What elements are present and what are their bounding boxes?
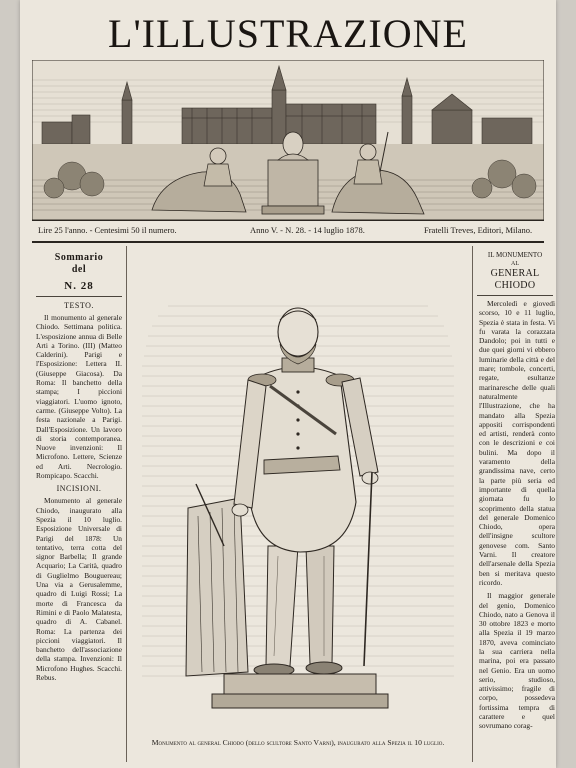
illustration-caption: Monumento al general Chiodo (dello scultore Santo Varni), inaugurato alla Spezia il 10 luglio. (151, 738, 445, 747)
statue-engraving (128, 246, 468, 734)
summary-column (32, 246, 127, 762)
publisher-name: Fratelli Treves, Editori, Milano. (424, 225, 533, 235)
article-label: IL MONUMENTO (487, 251, 543, 259)
testo-contents: Il monumento al generale Chiodo. Settimana politica. L'esposizione annua di Belle Arti a Torino. (III) (Matteo Calderini). Parigi e l'Esposizione: Lettera II. (Giuseppe Giacosa). Da Roma: Il banchetto della stampa; I piccioni viaggiatori. L'uomo ignoto, carme. (Giuseppe Volto). La festa nazionale a Parigi. Dall'Esposizione. Un lavoro di storia contemporanea. Nuove invenzioni: Il Microfono. Lettere, Scienze ed Arti. Necrologio. Rompicapo. Scacchi. (36, 313, 122, 481)
subscription-price: Lire 25 l'anno. - Centesimi 50 il numero. (38, 225, 177, 235)
summary-divider (36, 296, 122, 297)
article-label-al: AL (511, 261, 519, 267)
issue-number-date: Anno V. - N. 28. - 14 luglio 1878. (250, 225, 365, 235)
summary-heading-del: del (71, 264, 87, 275)
article-paragraph-1: Mercoledì e giovedì scorso, 10 e 11 luglio, Spezia è stata in festa. Vi fu varata la corazzata Dandolo; poi in tutti e due quei giorni vi ebbero luminarie della città e del mare; tombole, concerti, regate, esultanze marinaresche delle quali naturalmente l'Illustrazione, che ha mandato alla Spezia appositi corrispondenti ed artisti, renderà conto con le descrizioni e coi bulini. Ma dopo il varamento della grandissima nave, certo la parte più seria ed importante di quella giornata fu lo scoprimento della statua del generale Domenico Chiodo, opera dell'insigne scultore genovese com. Santo Varni. Il creatore dell'arsenale della Spezia ben si meritava questo ricordo. (479, 299, 555, 587)
issue-info-bar (32, 220, 544, 243)
incisioni-contents: Monumento al generale Chiodo, inaugurato alla Spezia il 10 luglio. Esposizione Universale di Parigi del 1878: Un tentativo, terra cotta del signor Barbella; Il grande Acquario; La Carità, quadro di Guglielmo Bouguereau; Una via a Gerusalemme, quadro di Luigi Rossi; La morte di Francesca da Rimini e di Paolo Malatesta, quadro di A. Cabanel. Roma: La partenza dei piccioni viaggiatori. Il banchetto dell'associazione della stampa. Invenzioni: Il Microfono Hughes. Scacchi. Rebus. (36, 496, 122, 682)
newspaper-page (20, 0, 556, 768)
masthead-title: L'ILLUSTRAZIONE (108, 11, 468, 56)
testo-heading: TESTO. (64, 301, 94, 310)
incisioni-heading: INCISIONI. (56, 484, 102, 494)
article-column (472, 246, 557, 762)
allegorical-banner-engraving (32, 60, 544, 220)
illustration-area (128, 246, 468, 762)
summary-issue-number: N. 28 (64, 280, 94, 292)
article-title: GENERAL CHIODO (490, 268, 540, 291)
article-paragraph-2: Il maggior generale del genio, Domenico Chiodo, nato a Genova il 30 ottobre 1823 e morto alla Spezia il 19 marzo 1870, aveva cominciato la sua carriera nella marina, poi era passato nel Genio. Era un uomo serio, studioso, attivissimo; fragile di corpo, possedeva fortissima tempra di carattere e quel sovrumano corag- (479, 591, 555, 731)
article-divider (477, 295, 553, 296)
summary-heading: Sommario (54, 252, 104, 263)
